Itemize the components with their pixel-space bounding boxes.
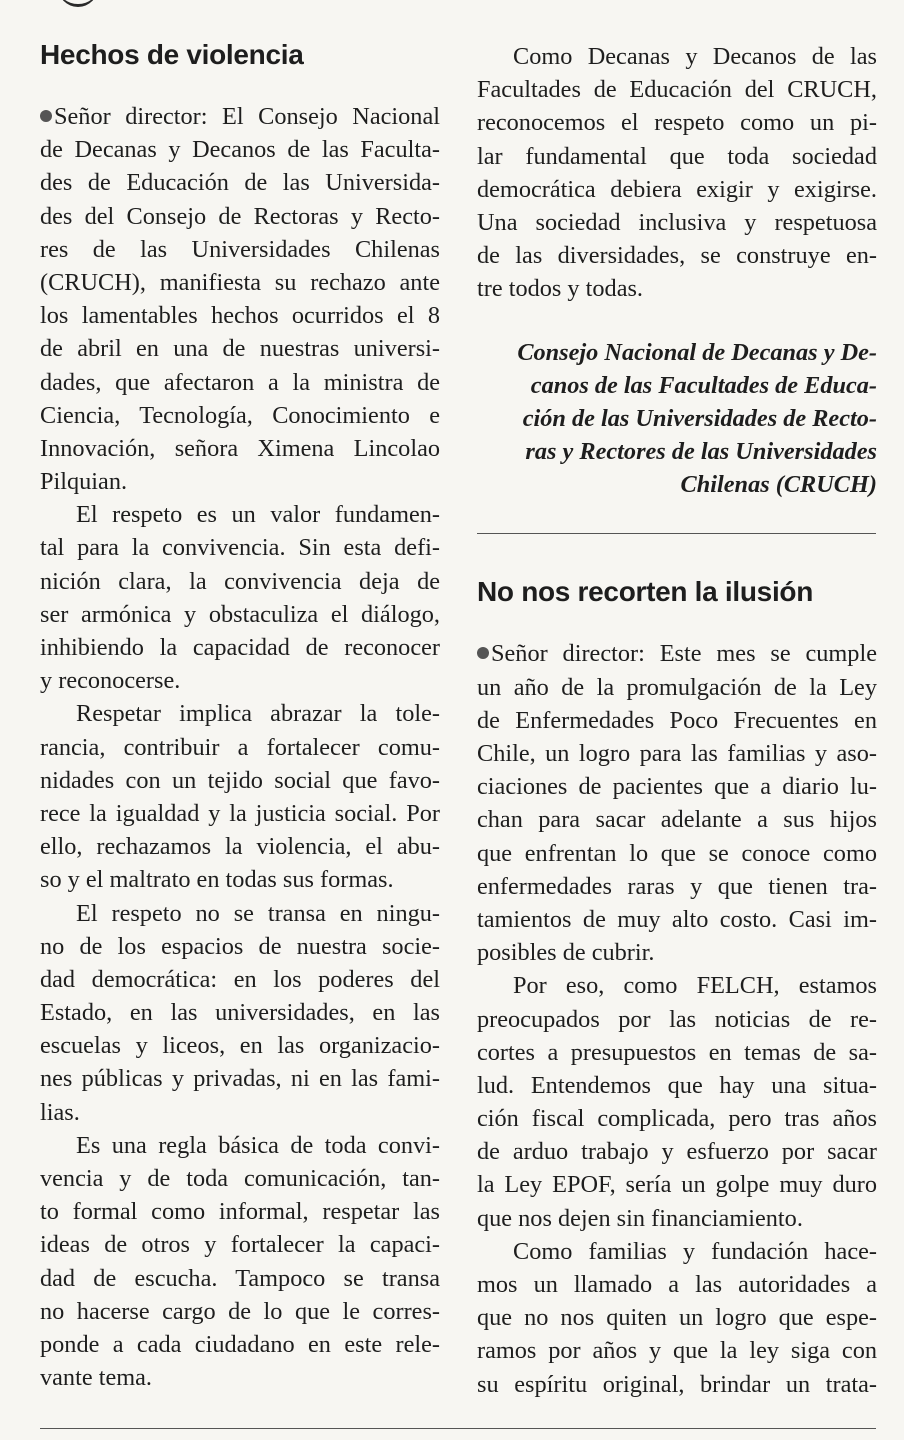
text-line: Por eso, como FELCH, estamos — [513, 972, 877, 1000]
text-line: Señor director: El Consejo Nacional — [40, 100, 440, 133]
text-line: ponde a cada ciudadano en este rele- — [40, 1330, 440, 1358]
text-line: vencia y de toda comunicación, tan- — [40, 1165, 440, 1192]
text-line: chan para sacar adelante a sus hijos — [477, 806, 877, 834]
text-line: y reconocerse. — [40, 667, 181, 695]
text-line: no hacerse cargo de lo que le corres- — [40, 1297, 440, 1325]
text-line: preocupados por las noticias de re- — [477, 1005, 877, 1033]
text-line: ras y Rectores de las Universidades — [525, 438, 877, 466]
left-column — [40, 34, 440, 1394]
text-line: de Enfermedades Poco Frecuentes en — [477, 706, 877, 734]
text-line: de Decanas y Decanos de las Faculta- — [40, 136, 440, 164]
text-line: no de los espacios de nuestra socie- — [40, 932, 440, 960]
text-line: Estado, en las universidades, en las — [40, 999, 440, 1027]
text-line: to formal como informal, respetar las — [40, 1198, 440, 1226]
text-line: (CRUCH), manifiesta su rechazo ante — [40, 268, 440, 296]
text-line: Señor director: Este mes se cumple — [477, 637, 877, 670]
text-line: des del Consejo de Rectoras y Recto- — [40, 202, 440, 230]
text-line: ser armónica y obstaculiza el diálogo, — [40, 600, 440, 628]
text-line: ciaciones de pacientes que a diario lu- — [477, 773, 877, 801]
text-line: su espíritu original, brindar un trata- — [477, 1370, 877, 1398]
text-line: El respeto es un valor fundamen- — [76, 501, 440, 529]
text-line: tal para la convivencia. Sin esta defi- — [40, 534, 440, 562]
text-line: nes públicas y privadas, ni en las fami- — [40, 1065, 440, 1093]
text-line: Como familias y fundación hace- — [513, 1237, 877, 1265]
text-line: lias. — [40, 1098, 80, 1126]
text-line: so y el maltrato en todas sus formas. — [40, 866, 394, 894]
text-line: Facultades de Educación del CRUCH, — [477, 76, 877, 104]
text-line: Consejo Nacional de Decanas y De- — [517, 338, 877, 366]
text-line: Ciencia, Tecnología, Conocimiento e — [40, 401, 440, 429]
text-line: escuelas y liceos, en las organizacio- — [40, 1032, 440, 1060]
text-line: ideas de otros y fortalecer la capaci- — [40, 1231, 440, 1259]
text-line: un año de la promulgación de la Ley — [477, 673, 877, 701]
text-line: cortes a presupuestos en temas de sa- — [477, 1038, 877, 1066]
text-line: lud. Entendemos que hay una situa- — [477, 1071, 877, 1099]
text-line: ello, rechazamos la violencia, el abu- — [40, 833, 440, 861]
text-line: canos de las Facultades de Educa- — [530, 371, 877, 399]
text-line: posibles de cubrir. — [477, 939, 655, 967]
text-line: inhibiendo la capacidad de reconocer — [40, 634, 440, 661]
right-column — [477, 34, 877, 1401]
text-line: Chilenas (CRUCH) — [680, 471, 877, 499]
text-line: nición clara, la convivencia deja de — [40, 567, 440, 595]
article-title-hechos: Hechos de violencia — [40, 39, 304, 70]
text-line: rancia, contribuir a fortalecer comu- — [40, 733, 440, 761]
article-body-continuation — [477, 40, 877, 306]
article-title-ilusion: No nos recorten la ilusión — [477, 576, 814, 608]
text-line: Innovación, señora Ximena Lincolao — [40, 434, 440, 462]
article-signature — [477, 336, 877, 502]
text-line: rece la igualdad y la justicia social. Por — [40, 799, 440, 827]
text-line: ción fiscal complicada, pero tras años — [477, 1105, 877, 1133]
article-body-hechos — [40, 100, 440, 1394]
section-divider — [477, 533, 876, 534]
text-line: dades, que afectaron a la ministra de — [40, 368, 440, 396]
article-body-ilusion — [477, 637, 877, 1400]
text-line: vante tema. — [40, 1364, 152, 1392]
text-line: que enfrentan lo que se conoce como — [477, 839, 877, 867]
text-line: tre todos y todas. — [477, 275, 644, 303]
text-line: que nos dejen sin financiamiento. — [477, 1204, 803, 1232]
text-line: de las diversidades, se construye en- — [477, 242, 877, 270]
text-line: tamientos de muy alto costo. Casi im- — [477, 905, 877, 933]
text-line: de abril en una de nuestras universi- — [40, 335, 440, 363]
text-line: de arduo trabajo y esfuerzo por sacar — [477, 1138, 877, 1166]
text-line: dad democrática: en los poderes del — [40, 965, 440, 993]
text-line: ramos por años y que la ley siga con — [477, 1337, 877, 1365]
bullet-icon — [477, 647, 489, 659]
text-line: des de Educación de las Universida- — [40, 169, 440, 197]
page-bottom-rule — [40, 1428, 876, 1429]
text-line: ción de las Universidades de Recto- — [522, 404, 877, 432]
text-line: Una sociedad inclusiva y respetuosa — [477, 208, 877, 236]
text-line: nidades con un tejido social que favo- — [40, 766, 440, 794]
text-line: Respetar implica abrazar la tole- — [76, 700, 440, 728]
text-line: El respeto no se transa en ningu- — [76, 899, 440, 927]
text-line: la Ley EPOF, sería un golpe muy duro — [477, 1171, 877, 1199]
text-line: Chile, un logro para las familias y aso- — [477, 740, 877, 767]
bullet-icon — [40, 110, 52, 122]
text-line: Es una regla básica de toda convi- — [76, 1131, 440, 1159]
text-line: los lamentables hechos ocurridos el 8 — [40, 302, 440, 330]
text-line: mos un llamado a las autoridades a — [477, 1271, 877, 1298]
text-line: democrática debiera exigir y exigirse. — [477, 175, 877, 203]
text-line: lar fundamental que toda sociedad — [477, 142, 877, 170]
clipped-graphic-top — [58, 0, 98, 7]
text-line: dad de escucha. Tampoco se transa — [40, 1264, 440, 1292]
text-line: que no nos quiten un logro que espe- — [477, 1304, 877, 1332]
text-line: Como Decanas y Decanos de las — [513, 43, 877, 70]
text-line: Pilquian. — [40, 468, 128, 496]
text-line: reconocemos el respeto como un pi- — [477, 109, 877, 137]
text-line: res de las Universidades Chilenas — [40, 235, 440, 263]
text-line: enfermedades raras y que tienen tra- — [477, 872, 877, 900]
